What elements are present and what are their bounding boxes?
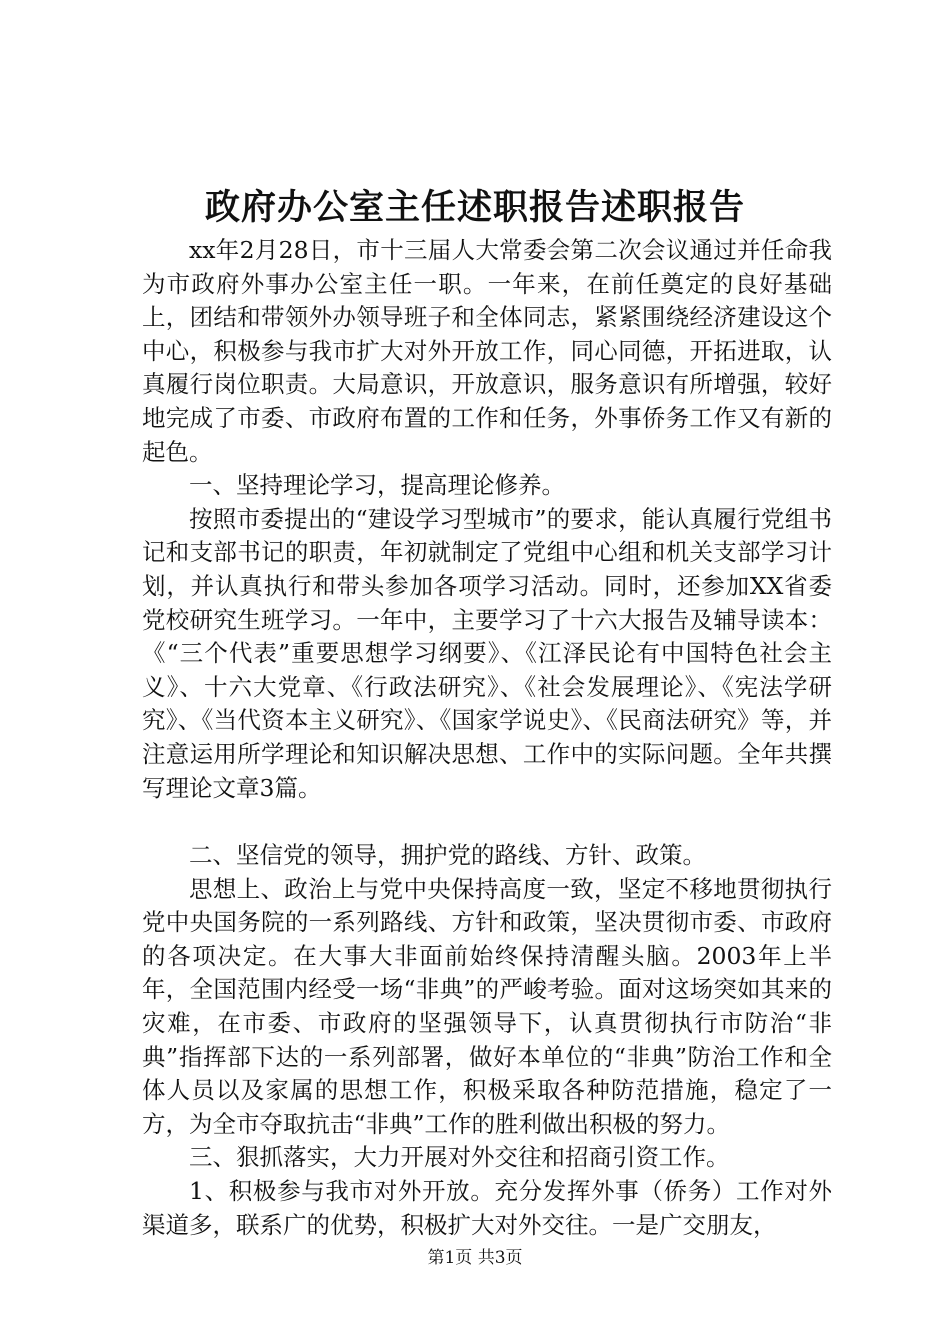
paragraph-gap — [142, 805, 832, 839]
section-heading-1: 一、坚持理论学习，提高理论修养。 — [189, 471, 565, 500]
section-heading-3: 三、狠抓落实，大力开展对外交往和招商引资工作。 — [189, 1143, 730, 1172]
paragraph-theory-study: 按照市委提出的“建设学习型城市”的要求，能认真履行党组书记和支部书记的职责，年初就制定了党组中心组和机关支部学习计划，并认真执行和带头参加各项学习活动。同时，还参加XX省委党校研究生班学习。一年中，主要学习了十六大报告及辅导读本：《“三个代表”重要思想学习纲要》、《江泽民论有中国特色社会主义》、十六大党章、《行政法研究》、《社会发展理论》、《宪法学研究》、《当代资本主义研究》、《国家学说史》、《民商法研究》等，并注意运用所学理论和知识解决思想、工作中的实际问题。全年共撰写理论文章3篇。 — [142, 504, 832, 802]
page-number-footer: 第1页 共3页 — [427, 1248, 523, 1268]
section-heading-2: 二、坚信党的领导，拥护党的路线、方针、政策。 — [189, 841, 706, 870]
document-title: 政府办公室主任述职报告述职报告 — [204, 187, 745, 228]
document-body — [142, 234, 832, 1242]
paragraph-intro: xx年2月28日，市十三届人大常委会第二次会议通过并任命我为市政府外事办公室主任一职。一年来，在前任奠定的良好基础上，团结和带领外办领导班子和全体同志，紧紧围绕经济建设这个中心，积极参与我市扩大对外开放工作，同心同德，开拓进取，认真履行岗位职责。大局意识，开放意识，服务意识有所增强，较好地完成了市委、市政府布置的工作和任务，外事侨务工作又有新的起色。 — [142, 236, 832, 466]
paragraph-opening-up: 1、积极参与我市对外开放。充分发挥外事（侨务）工作对外渠道多，联系广的优势，积极扩大对外交往。一是广交朋友， — [142, 1177, 832, 1239]
paragraph-party-leadership: 思想上、政治上与党中央保持高度一致，坚定不移地贯彻执行党中央国务院的一系列路线、方针和政策，坚决贯彻市委、市政府的各项决定。在大事大非面前始终保持清醒头脑。2003年上半年，全国范围内经受一场“非典”的严峻考验。面对这场突如其来的灾难，在市委、市政府的坚强领导下，认真贯彻执行市防治“非典”指挥部下达的一系列部署，做好本单位的“非典”防治工作和全体人员以及家属的思想工作，积极采取各种防范措施，稳定了一方，为全市夺取抗击“非典”工作的胜利做出积极的努力。 — [142, 874, 832, 1138]
